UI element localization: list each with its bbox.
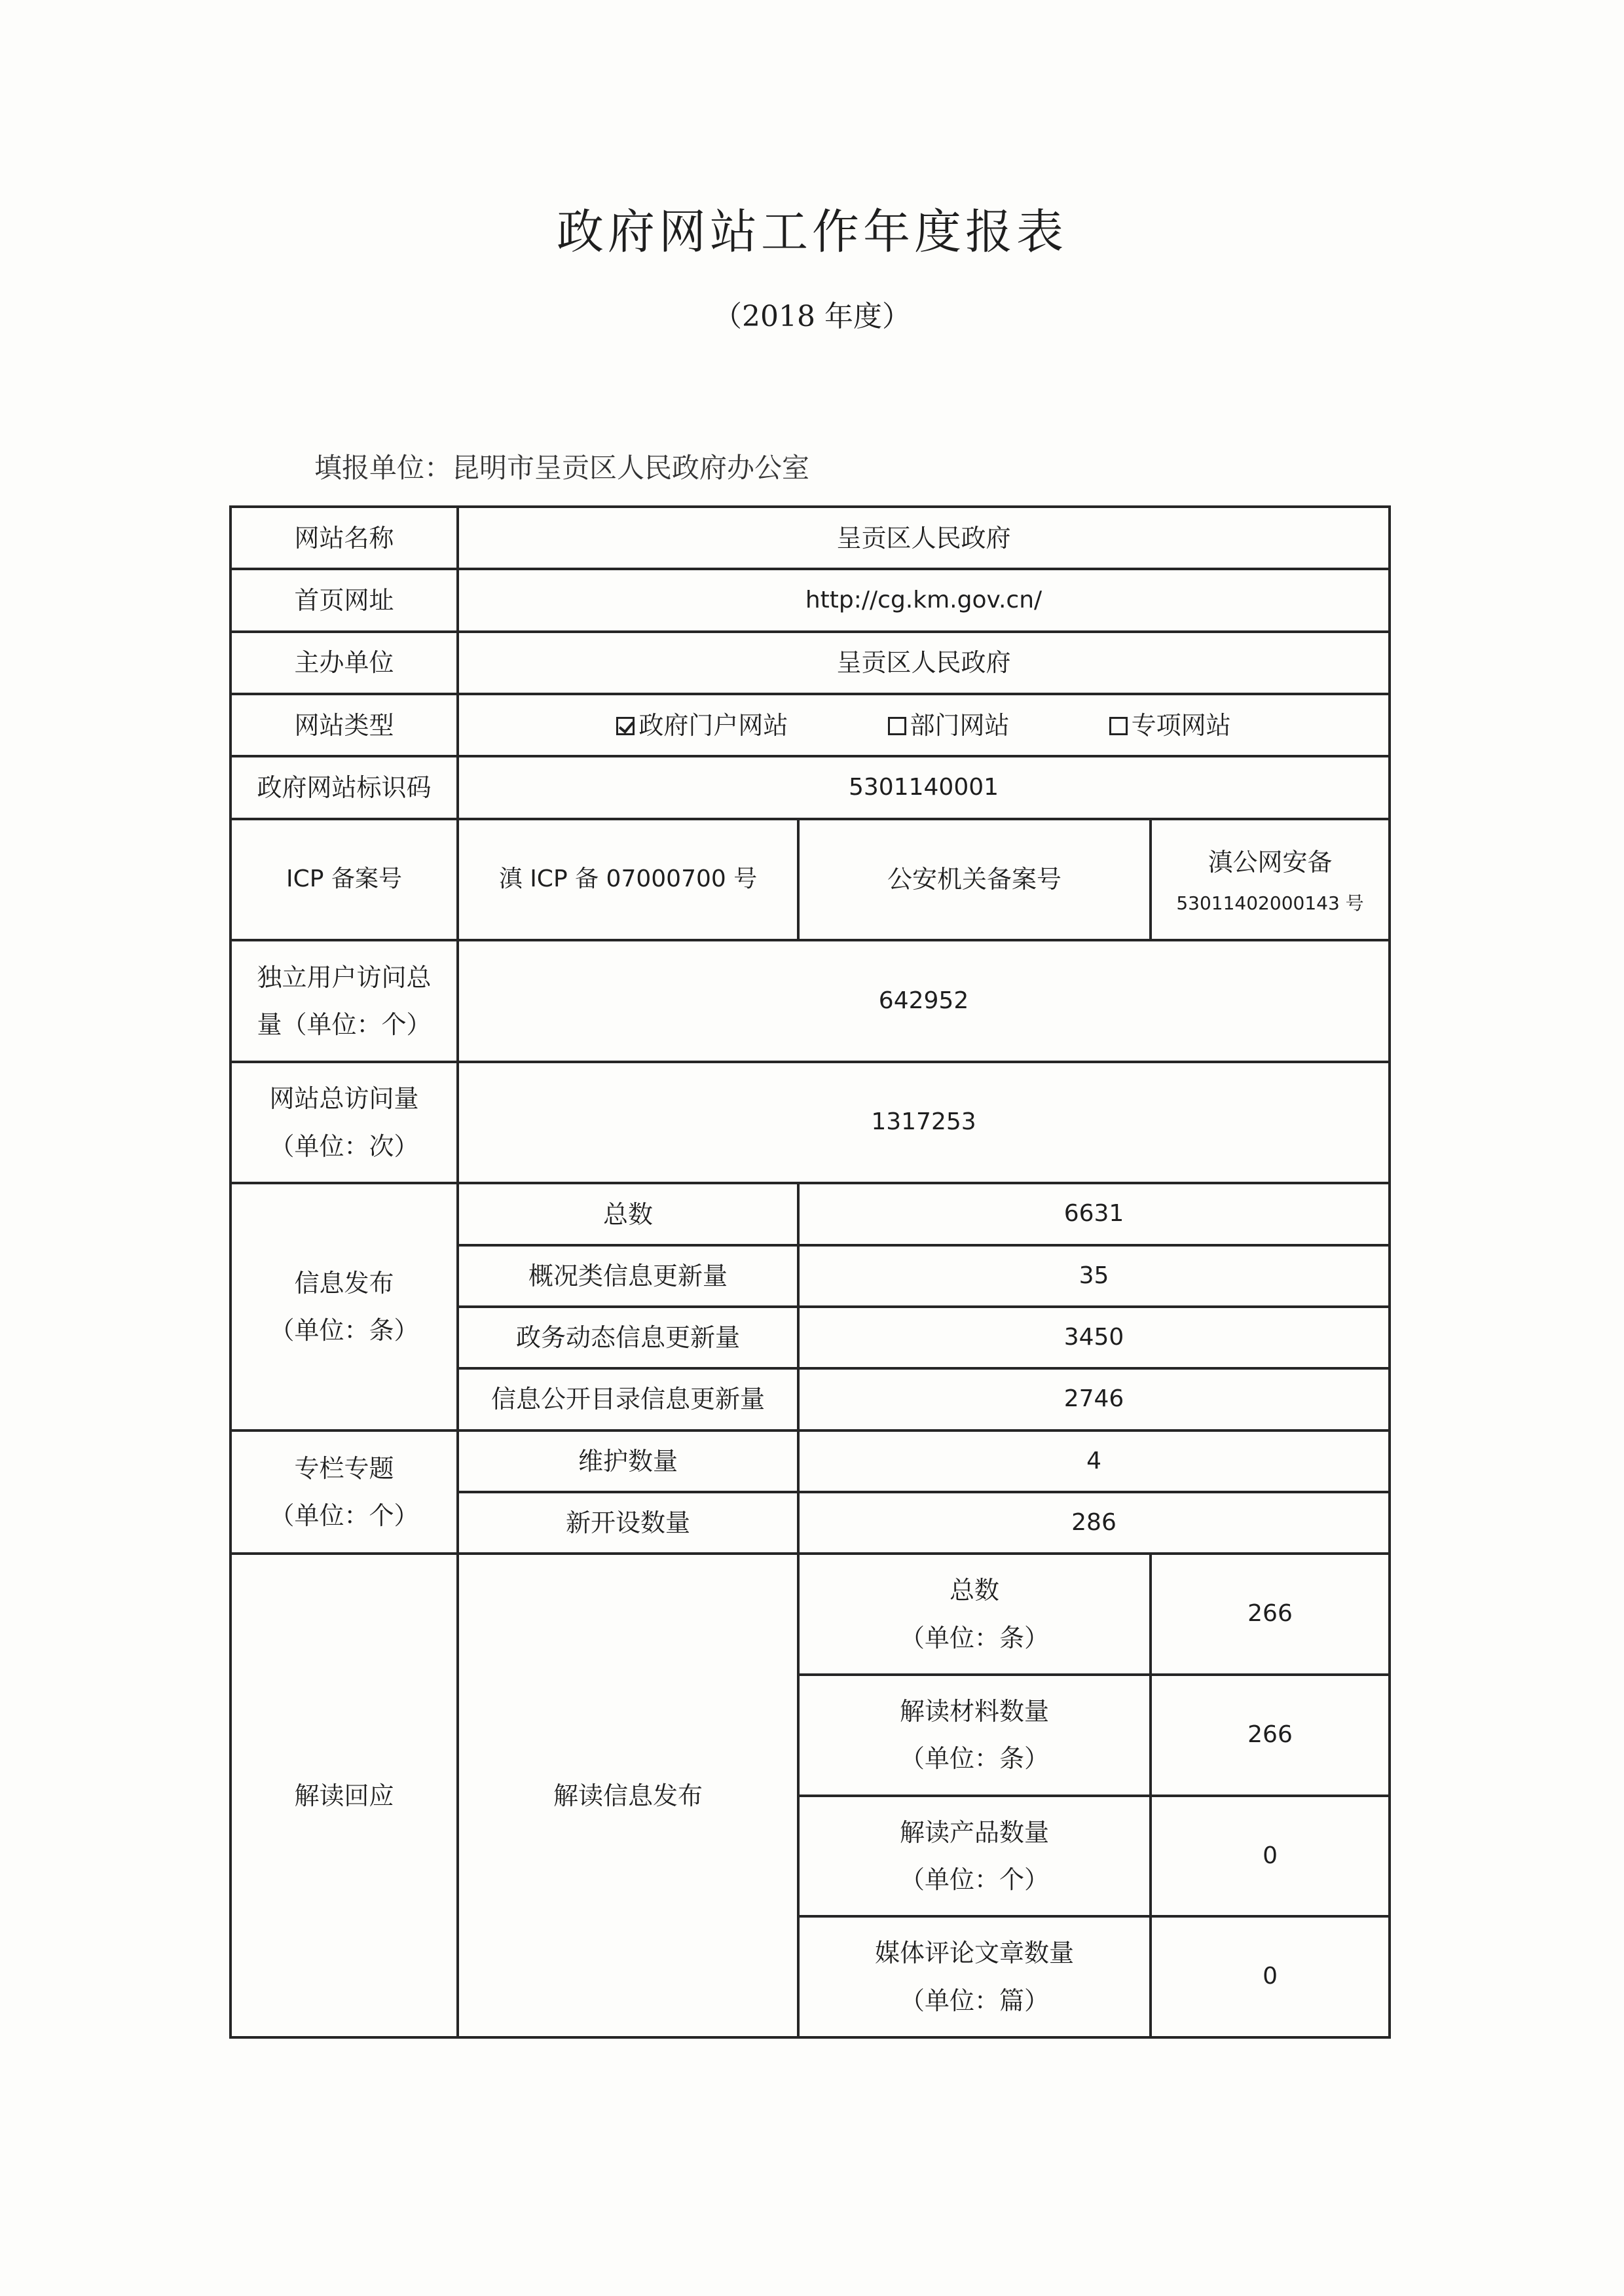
info-item-label: 总数 (458, 1183, 798, 1245)
interpretation-item-label (798, 1554, 1151, 1675)
table-row (231, 1430, 1390, 1492)
unique-visitors-label-line2: 量（单位：个） (257, 1010, 432, 1039)
table-row (231, 819, 1390, 941)
police-record-prefix: 滇公网安备 (1208, 847, 1333, 877)
interpretation-item-label (798, 1796, 1151, 1917)
unique-visitors-value: 642952 (458, 940, 1390, 1062)
columns-label (231, 1430, 458, 1554)
icp-value: 滇 ICP 备 07000700 号 (458, 819, 798, 941)
table-row (231, 756, 1390, 818)
table-row (231, 940, 1390, 1062)
homepage-label: 首页网址 (231, 569, 458, 631)
columns-item-value: 4 (798, 1430, 1390, 1492)
info-item-label: 概况类信息更新量 (458, 1245, 798, 1307)
interpretation-item-label-line2: （单位：篇） (899, 1986, 1049, 2015)
interpretation-sub-label: 解读信息发布 (458, 1554, 798, 2037)
police-record-number: 53011402000143 号 (1176, 892, 1364, 914)
table-row (231, 1183, 1390, 1245)
unique-visitors-label-line1: 独立用户访问总 (257, 962, 432, 992)
info-release-label-line2: （单位：条） (269, 1316, 419, 1345)
columns-label-line2: （单位：个） (269, 1501, 419, 1530)
site-type-option-special (1109, 702, 1231, 749)
sponsor-label: 主办单位 (231, 632, 458, 694)
total-visits-value: 1317253 (458, 1062, 1390, 1184)
interpretation-item-value: 266 (1151, 1554, 1390, 1675)
interpretation-item-label-line2: （单位：条） (899, 1623, 1049, 1652)
interpretation-item-value: 266 (1151, 1675, 1390, 1796)
table-row (231, 632, 1390, 694)
info-release-label-line1: 信息发布 (294, 1268, 394, 1298)
empty-checkbox-icon (1109, 717, 1128, 735)
sponsor-value: 呈贡区人民政府 (458, 632, 1390, 694)
columns-label-line1: 专栏专题 (294, 1453, 394, 1483)
interpretation-item-value: 0 (1151, 1796, 1390, 1917)
site-type-option-label: 专项网站 (1131, 710, 1231, 740)
police-record-value (1151, 819, 1390, 941)
site-type-options (458, 694, 1390, 756)
info-item-value: 35 (798, 1245, 1390, 1307)
total-visits-label (231, 1062, 458, 1184)
site-name-label: 网站名称 (231, 507, 458, 569)
interpretation-item-label-line1: 媒体评论文章数量 (874, 1939, 1074, 1968)
columns-item-label: 新开设数量 (458, 1492, 798, 1554)
police-record-label: 公安机关备案号 (798, 819, 1151, 941)
homepage-url: http://cg.km.gov.cn/ (458, 569, 1390, 631)
table-row (231, 569, 1390, 631)
total-visits-label-line2: （单位：次） (269, 1131, 419, 1161)
filler-unit: 填报单位：昆明市呈贡区人民政府办公室 (314, 452, 810, 484)
site-type-option-portal (616, 702, 788, 749)
report-table (229, 505, 1391, 2039)
info-release-label (231, 1183, 458, 1430)
interpretation-item-label (798, 1916, 1151, 2037)
table-row (231, 1062, 1390, 1184)
site-type-label: 网站类型 (231, 694, 458, 756)
info-item-value: 6631 (798, 1183, 1390, 1245)
total-visits-label-line1: 网站总访问量 (269, 1084, 419, 1114)
site-id-label: 政府网站标识码 (231, 756, 458, 818)
interpretation-item-value: 0 (1151, 1916, 1390, 2037)
icp-label: ICP 备案号 (231, 819, 458, 941)
site-type-option-department (888, 702, 1010, 749)
interpretation-item-label-line1: 总数 (949, 1576, 999, 1605)
document-subtitle: （2018 年度） (713, 300, 911, 333)
document-title: 政府网站工作年度报表 (556, 204, 1067, 259)
interpretation-item-label-line1: 解读材料数量 (899, 1697, 1049, 1726)
table-row (231, 507, 1390, 569)
info-item-value: 3450 (798, 1307, 1390, 1368)
info-item-value: 2746 (798, 1368, 1390, 1430)
interpretation-item-label-line2: （单位：条） (899, 1744, 1049, 1774)
interpretation-label: 解读回应 (231, 1554, 458, 2037)
unique-visitors-label (231, 940, 458, 1062)
interpretation-item-label-line1: 解读产品数量 (899, 1817, 1049, 1847)
table-row (231, 694, 1390, 756)
empty-checkbox-icon (888, 717, 906, 735)
info-item-label: 政务动态信息更新量 (458, 1307, 798, 1368)
site-name-value: 呈贡区人民政府 (458, 507, 1390, 569)
site-type-option-label: 部门网站 (910, 710, 1010, 740)
checked-checkbox-icon (616, 717, 635, 735)
interpretation-item-label (798, 1675, 1151, 1796)
columns-item-label: 维护数量 (458, 1430, 798, 1492)
info-item-label: 信息公开目录信息更新量 (458, 1368, 798, 1430)
site-id-value: 5301140001 (458, 756, 1390, 818)
columns-item-value: 286 (798, 1492, 1390, 1554)
table-row (231, 1554, 1390, 1675)
site-type-option-label: 政府门户网站 (638, 710, 788, 740)
interpretation-item-label-line2: （单位：个） (899, 1865, 1049, 1894)
